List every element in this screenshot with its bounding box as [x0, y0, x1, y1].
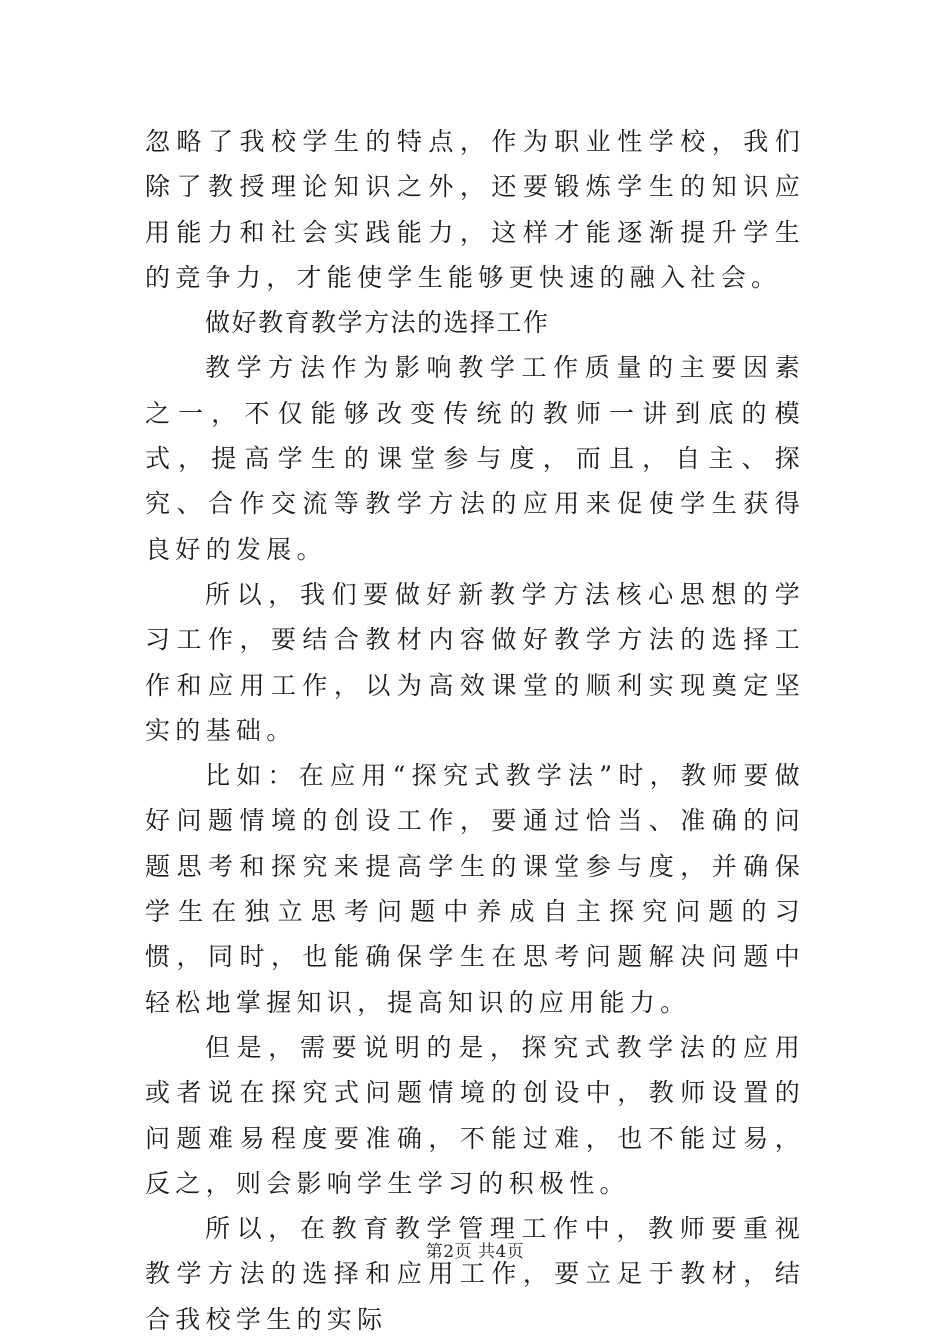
section-heading: 做好教育教学方法的选择工作 [205, 308, 550, 338]
page-footer: 第2页 共4页 [425, 1242, 525, 1262]
paragraph-3: 所以，我们要做好新教学方法核心思想的学习工作，要结合教材内容做好教学方法的选择工作和应用工作，以为高效课堂的顺利实现奠定坚实的基础。 [145, 579, 805, 745]
paragraph-2: 教学方法作为影响教学工作质量的主要因素之一，不仅能够改变传统的教师一讲到底的模式，提高学生的课堂参与度，而且，自主、探究、合作交流等教学方法的应用来促使学生获得良好的发展。 [145, 353, 805, 564]
paragraph-1: 忽略了我校学生的特点，作为职业性学校，我们除了教授理论知识之外，还要锻炼学生的知识应用能力和社会实践能力，这样才能逐渐提升学生的竞争力，才能使学生能够更快速的融入社会。 [145, 127, 805, 292]
document-body [145, 119, 805, 1342]
paragraph-4: 比如：在应用“探究式教学法”时，教师要做好问题情境的创设工作，要通过恰当、准确的问题思考和探究来提高学生的课堂参与度，并确保学生在独立思考问题中养成自主探究问题的习惯，同时，也能确保学生在思考问题解决问题中轻松地掌握知识，提高知识的应用能力。 [145, 761, 805, 1017]
paragraph-6: 所以，在教育教学管理工作中，教师要重视教学方法的选择和应用工作，要立足于教材，结合我校学生的实际 [145, 1214, 805, 1334]
paragraph-5: 但是，需要说明的是，探究式教学法的应用或者说在探究式问题情境的创设中，教师设置的问题难易程度要准确，不能过难，也不能过易，反之，则会影响学生学习的积极性。 [145, 1032, 805, 1198]
